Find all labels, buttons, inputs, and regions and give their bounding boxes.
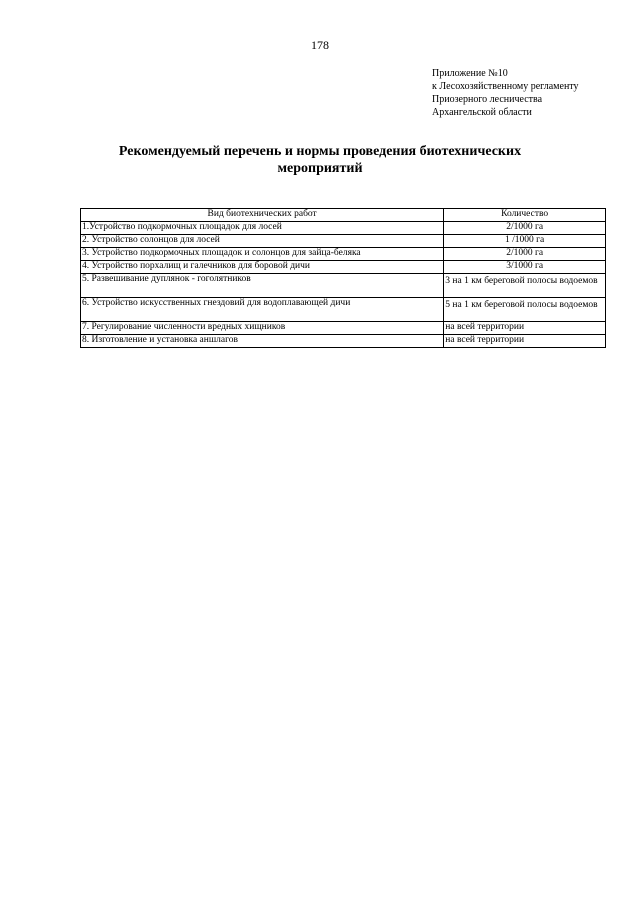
work-cell: 3. Устройство подкормочных площадок и солонцов для зайца-беляка	[81, 248, 444, 261]
table-row	[81, 274, 606, 298]
table-row	[81, 222, 606, 235]
title-line: мероприятий	[277, 161, 363, 176]
table-row	[81, 261, 606, 274]
quantity-cell: 3/1000 га	[444, 261, 606, 274]
appendix-line: Приозерного лесничества	[432, 94, 543, 105]
title-line: Рекомендуемый перечень и нормы проведения биотехнических	[118, 144, 522, 159]
work-cell: 5. Развешивание дуплянок - гоголятников	[81, 274, 444, 298]
page-number: 178	[311, 38, 329, 52]
quantity-cell: 2/1000 га	[444, 248, 606, 261]
quantity-text: 5 на 1 км береговой полосы водоемов	[445, 300, 598, 310]
quantity-cell	[444, 298, 606, 322]
table-row	[81, 248, 606, 261]
table-row	[81, 335, 606, 348]
appendix-line: Архангельской области	[432, 107, 532, 118]
document-title	[100, 143, 540, 177]
biotechnical-measures-table	[80, 208, 606, 348]
quantity-text: 3 на 1 км береговой полосы водоемов	[445, 276, 598, 286]
appendix-line: Приложение №10	[432, 68, 508, 79]
header-work-type: Вид биотехнических работ	[81, 209, 444, 222]
table-row	[81, 298, 606, 322]
work-cell: 4. Устройство порхалищ и галечников для боровой дичи	[81, 261, 444, 274]
table-header-row	[81, 209, 606, 222]
quantity-cell	[444, 274, 606, 298]
appendix-line: к Лесохозяйственному регламенту	[432, 81, 579, 92]
work-cell: 6. Устройство искусственных гнездовий для водоплавающей дичи	[81, 298, 444, 322]
work-cell: 2. Устройство солонцов для лосей	[81, 235, 444, 248]
work-cell: 7. Регулирование численности вредных хищников	[81, 322, 444, 335]
quantity-cell: 2/1000 га	[444, 222, 606, 235]
header-quantity: Количество	[444, 209, 606, 222]
work-cell: 1.Устройство подкормочных площадок для лосей	[81, 222, 444, 235]
table-row	[81, 235, 606, 248]
quantity-cell: 1 /1000 га	[444, 235, 606, 248]
table-row	[81, 322, 606, 335]
work-cell: 8. Изготовление и установка аншлагов	[81, 335, 444, 348]
appendix-note	[432, 67, 579, 119]
quantity-cell: на всей территории	[444, 335, 606, 348]
quantity-cell: на всей территории	[444, 322, 606, 335]
